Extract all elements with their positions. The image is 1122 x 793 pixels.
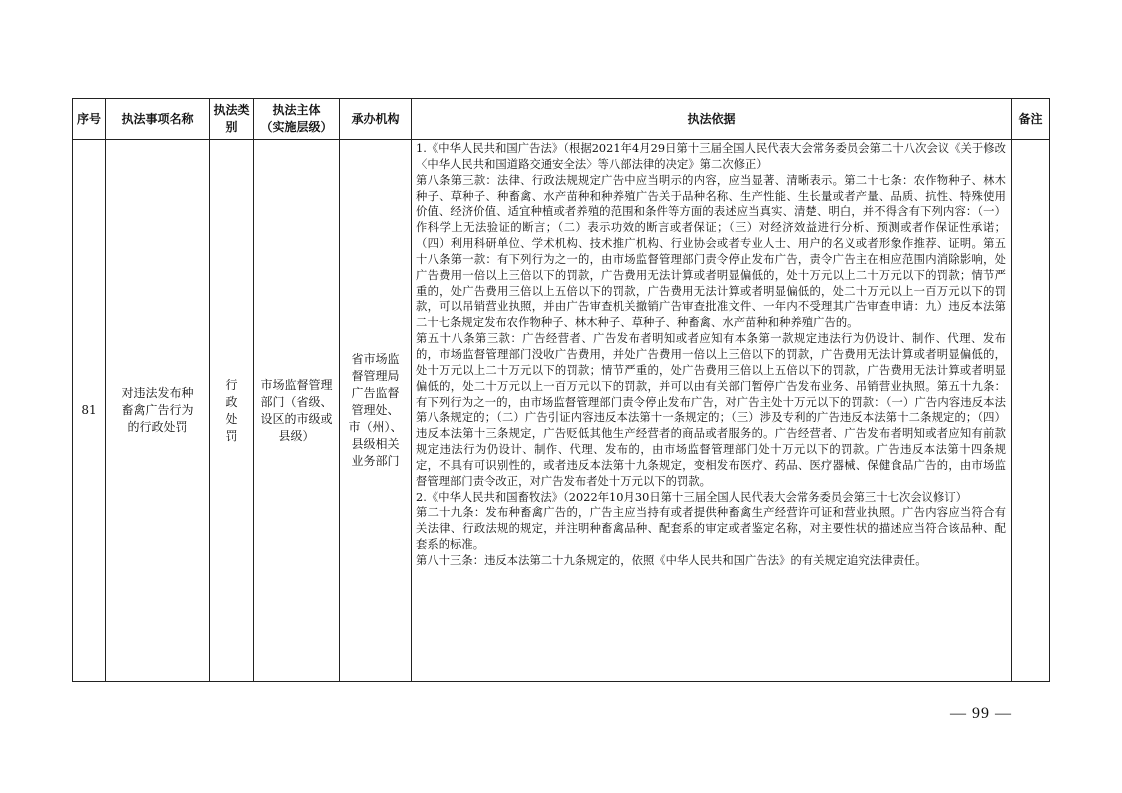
cell-category: 行政处罚: [210, 140, 254, 682]
cell-item-name: 对违法发布种畜禽广告行为的行政处罚: [106, 140, 210, 682]
header-basis: 执法依据: [412, 99, 1012, 140]
header-subject-line1: 执法主体: [272, 103, 321, 117]
cell-subject: 市场监督管理部门（省级、设区的市级或县级）: [254, 140, 340, 682]
cell-org: 省市场监督管理局广告监督管理处、市（州）、县级相关业务部门: [340, 140, 412, 682]
cell-seq: 81: [73, 140, 106, 682]
header-subject: [254, 99, 340, 140]
basis-paragraph: 第二十九条：发布种畜禽广告的，广告主应当持有或者提供种畜禽生产经营许可证和营业执照。广告内容应当符合有关法律、行政法规的规定，并注明种畜禽品种、配套系的审定或者鉴定名称，对主要性状的描述应当符合该品种、配套系的标准。: [416, 506, 1006, 552]
header-subject-line2: （实施层级）: [260, 120, 333, 134]
cell-note: [1012, 140, 1050, 682]
basis-paragraph: 2.《中华人民共和国畜牧法》（2022年10月30日第十三届全国人民代表大会常务委员会第三十七次会议修订）: [416, 490, 968, 504]
header-row: [73, 99, 1050, 140]
table-row: [73, 140, 1050, 682]
cell-basis: [412, 140, 1012, 682]
page-number: — 99 —: [950, 705, 1012, 722]
basis-paragraph: 第八条第三款：法律、行政法规规定广告中应当明示的内容，应当显著、清晰表示。第二十七条：农作物种子、林木种子、草种子、种畜禽、水产苗种和种养殖广告关于品种名称、生产性能、生长量或者产量、品质、抗性、特殊使用价值、经济价值、适宜种植或者养殖的范围和条件等方面的表述应当真实、清楚、明白，并不得含有下列内容：（一）作科学上无法验证的断言；（二）表示功效的断言或者保证；（三）对经济效益进行分析、预测或者作保证性承诺；（四）利用科研单位、学术机构、技术推广机构、行业协会或者专业人士、用户的名义或者形象作推荐、证明。第五十八条第一款：有下列行为之一的，由市场监督管理部门责令停止发布广告，责令广告主在相应范围内消除影响，处广告费用一倍以上三倍以下的罚款，广告费用无法计算或者明显偏低的，处十万元以上二十万元以下的罚款；情节严重的，处广告费用三倍以上五倍以下的罚款，广告费用无法计算或者明显偏低的，处二十万元以上一百万元以下的罚款，可以吊销营业执照，并由广告审查机关撤销广告审查批准文件、一年内不受理其广告审查申请：九）违反本法第二十七条规定发布农作物种子、林木种子、草种子、种畜禽、水产苗种和种养殖广告的。: [416, 173, 1006, 330]
basis-paragraph: 第八十三条：违反本法第二十九条规定的，依照《中华人民共和国广告法》的有关规定追究法律责任。: [416, 553, 927, 567]
header-org: 承办机构: [340, 99, 412, 140]
header-item-name: 执法事项名称: [106, 99, 210, 140]
basis-paragraph: 1.《中华人民共和国广告法》（根据2021年4月29日第十三届全国人民代表大会常务委员会第二十八次会议《关于修改〈中华人民共和国道路交通安全法〉等八部法律的决定》第二次修正）: [416, 142, 1006, 171]
basis-paragraph: 第五十八条第三款：广告经营者、广告发布者明知或者应知有本条第一款规定违法行为仍设计、制作、代理、发布的，市场监督管理部门没收广告费用，并处广告费用一倍以上三倍以下的罚款，广告费用无法计算或者明显偏低的，处十万元以上二十万元以下的罚款；情节严重的，处广告费用三倍以上五倍以下的罚款，广告费用无法计算或者明显偏低的，处二十万元以上一百万元以下的罚款，并可以由有关部门暂停广告发布业务、吊销营业执照。第五十九条：有下列行为之一的，由市场监督管理部门责令停止发布广告，对广告主处十万元以下的罚款：（一）广告内容违反本法第八条规定的；（二）广告引证内容违反本法第十一条规定的；（三）涉及专利的广告违反本法第十二条规定的；（四）违反本法第十三条规定，广告贬低其他生产经营者的商品或者服务的。广告经营者、广告发布者明知或者应知有前款规定违法行为仍设计、制作、代理、发布的，由市场监督管理部门处十万元以下的罚款。广告违反本法第十四条规定，不具有可识别性的，或者违反本法第十九条规定，变相发布医疗、药品、医疗器械、保健食品广告的，由市场监督管理部门责令改正，对广告发布者处十万元以下的罚款。: [416, 332, 1006, 488]
header-note: 备注: [1012, 99, 1050, 140]
header-seq: 序号: [73, 99, 106, 140]
header-category: 执法类别: [210, 99, 254, 140]
enforcement-table: [72, 98, 1050, 682]
